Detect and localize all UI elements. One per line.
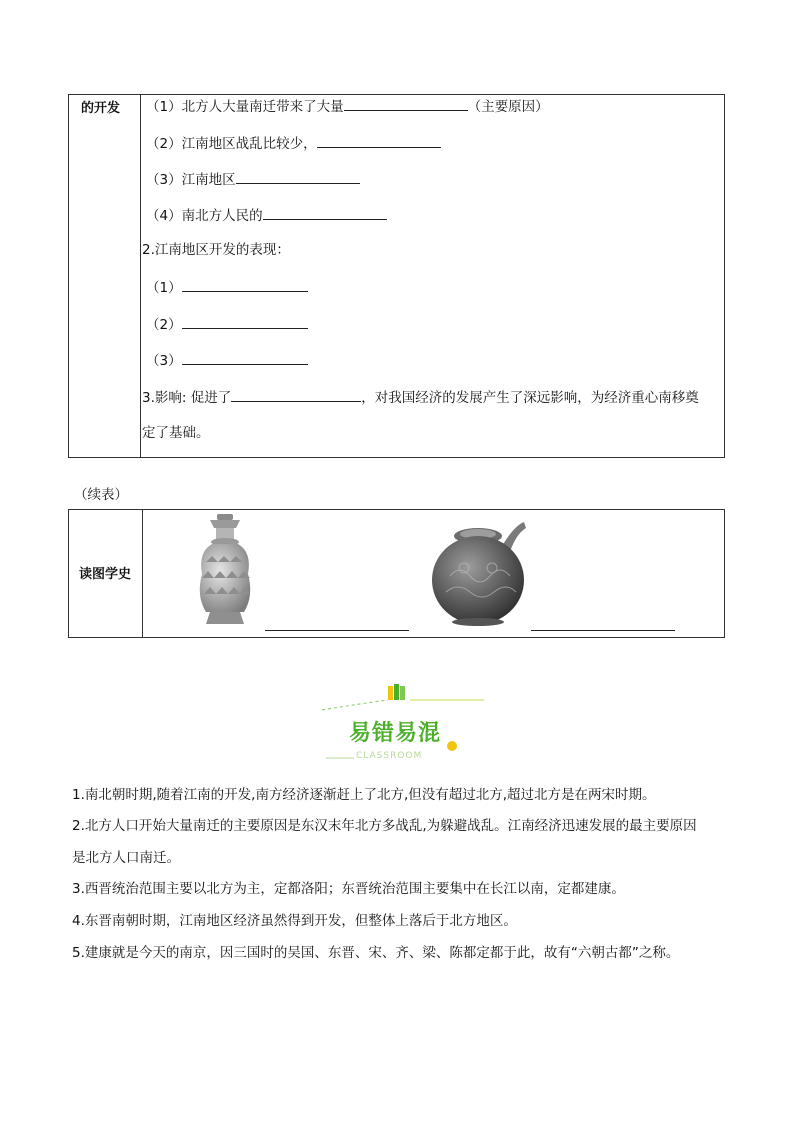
- row-label: 的开发: [81, 101, 121, 116]
- manifest-3-text: （3）: [146, 353, 182, 369]
- cause-line-4: [146, 205, 387, 225]
- continued-label: （续表）: [74, 487, 128, 503]
- cause-line-3: [146, 169, 360, 189]
- cause-1-text: （1）北方人大量南迁带来了大量: [146, 99, 344, 115]
- answer-blank[interactable]: [317, 133, 441, 148]
- impact-prefix: 3.影响: 促进了: [142, 390, 232, 406]
- cause-4-text: （4）南北方人民的: [146, 208, 263, 224]
- note-3: 3.西晋统治范围主要以北方为主，定都洛阳；东晋统治范围主要集中在长江以南，定都建康。: [72, 881, 625, 897]
- answer-blank[interactable]: [231, 387, 361, 402]
- banner-subtitle: CLASSROOM: [356, 751, 423, 761]
- row-label-cell: [69, 510, 143, 637]
- cause-line-1: [146, 96, 549, 116]
- cause-3-text: （3）江南地区: [146, 172, 236, 188]
- answer-blank[interactable]: [263, 205, 387, 220]
- row-label-cell: [69, 95, 141, 457]
- answer-blank[interactable]: [236, 169, 360, 184]
- manifest-line-2: [146, 314, 308, 334]
- row-label: 读图学史: [79, 567, 132, 582]
- caption-blank-2[interactable]: [531, 630, 675, 631]
- banner-title: 易错易混: [349, 721, 442, 746]
- impact-suffix: ，对我国经济的发展产生了深远影响，为经济重心南移奠: [361, 390, 699, 406]
- section-banner: [318, 676, 488, 766]
- celadon-ewer-image: [428, 516, 532, 628]
- answer-blank[interactable]: [182, 314, 308, 329]
- impact-line: [142, 387, 699, 407]
- answer-blank[interactable]: [344, 96, 468, 111]
- manifest-line-3: [146, 350, 308, 370]
- cause-line-2: [146, 133, 441, 153]
- answer-blank[interactable]: [182, 350, 308, 365]
- celadon-lotus-jar-image: [192, 512, 258, 630]
- image-reading-table: [68, 509, 725, 638]
- note-2-cont: 是北方人口南迁。: [72, 850, 180, 866]
- manifest-title: 2.江南地区开发的表现：: [142, 242, 290, 258]
- manifest-1-text: （1）: [146, 280, 182, 296]
- note-2: 2.北方人口开始大量南迁的主要原因是东汉末年北方多战乱,为躲避战乱。江南经济迅速发展的最主要原因: [72, 818, 697, 834]
- cause-1-suffix: （主要原因）: [467, 99, 549, 115]
- answer-blank[interactable]: [182, 277, 308, 292]
- note-5: 5.建康就是今天的南京，因三国时的吴国、东晋、宋、齐、梁、陈都定都于此，故有“六朝古都”之称。: [72, 945, 680, 961]
- manifest-line-1: [146, 277, 308, 297]
- caption-blank-1[interactable]: [265, 630, 409, 631]
- note-4: 4.东晋南朝时期，江南地区经济虽然得到开发，但整体上落后于北方地区。: [72, 913, 517, 929]
- impact-line-2: 定了基础。: [142, 425, 210, 441]
- cause-2-text: （2）江南地区战乱比较少，: [146, 136, 317, 152]
- manifest-2-text: （2）: [146, 317, 182, 333]
- note-1: 1.南北朝时期,随着江南的开发,南方经济逐渐赶上了北方,但没有超过北方,超过北方是在两宋时期。: [72, 787, 656, 803]
